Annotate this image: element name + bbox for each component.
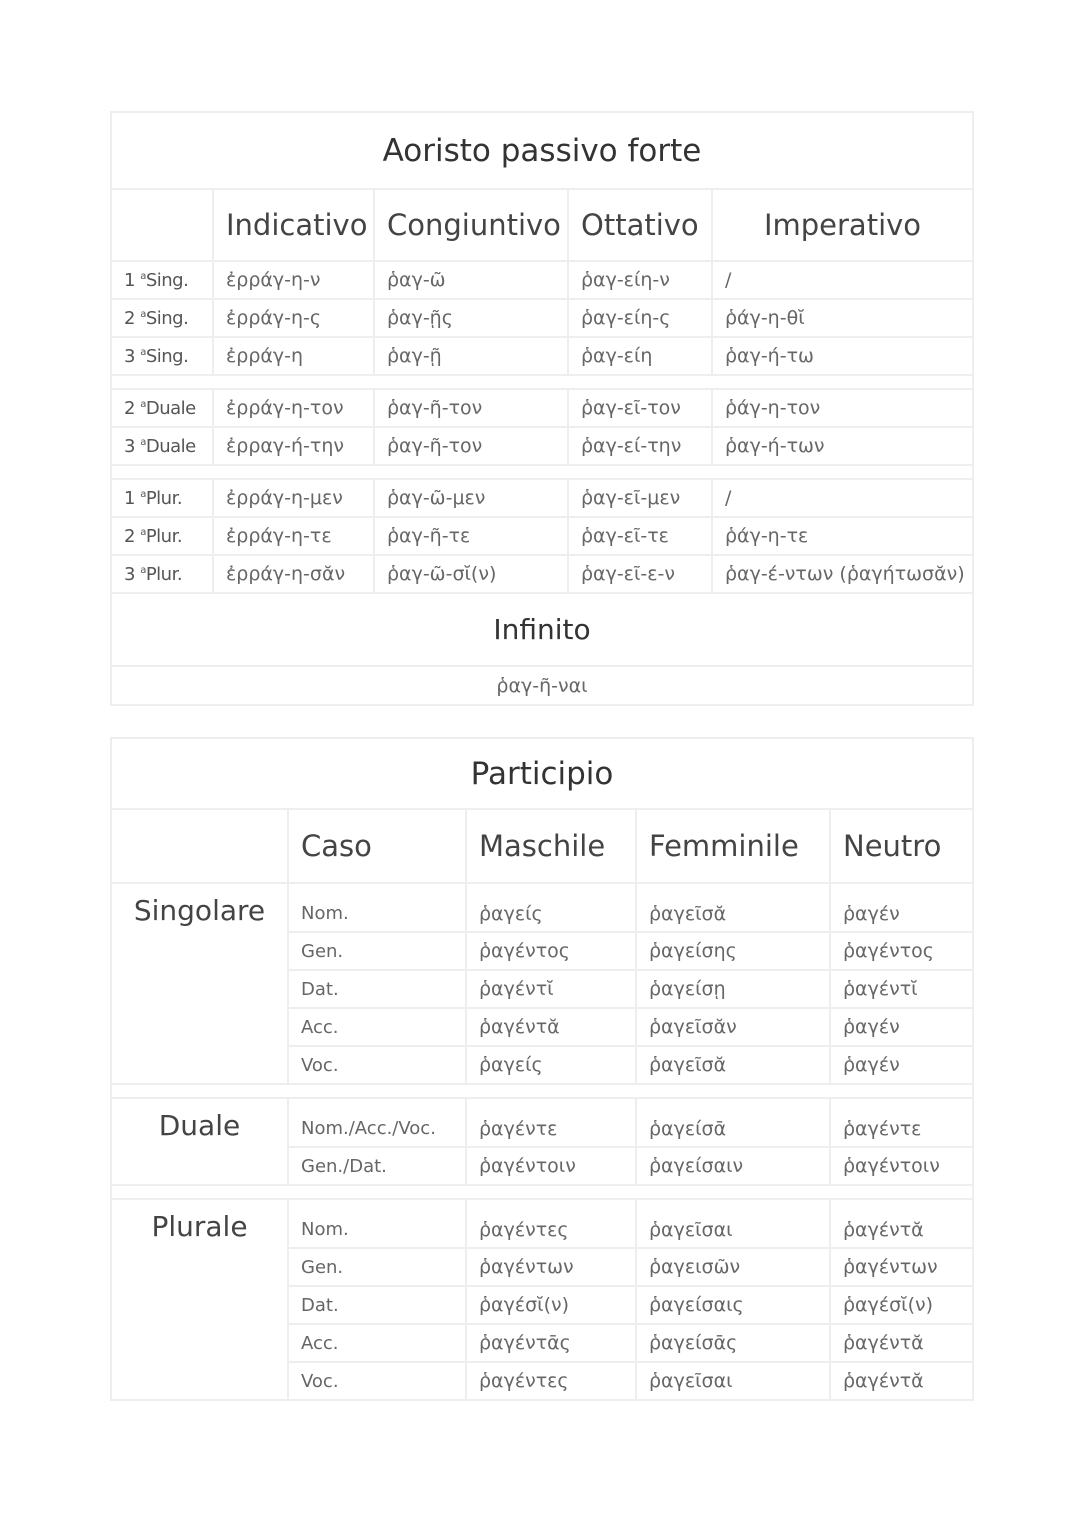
participle-form: ῥαγέντων [830, 1248, 973, 1286]
verb-form: ῥαγ-είη [568, 337, 712, 375]
participle-form: ῥαγέντοιν [830, 1147, 973, 1185]
column-header: Femminile [636, 809, 830, 883]
verb-form: ῥαγ-ή-των [712, 427, 973, 465]
participle-form: ῥαγείς [466, 883, 636, 932]
verb-form: ῥαγ-ῶ-μεν [374, 479, 568, 517]
person-label [111, 389, 213, 427]
spacer-cell [111, 465, 213, 479]
verb-form: ῥαγ-ῇς [374, 299, 568, 337]
participle-form: ῥαγέντες [466, 1199, 636, 1248]
verb-form: ῥαγ-ῶ [374, 261, 568, 299]
column-header: Caso [288, 809, 466, 883]
case-label: Nom. [288, 1199, 466, 1248]
verb-form: ἐρράγ-η-τε [213, 517, 374, 555]
case-label: Gen. [288, 932, 466, 970]
participle-table [110, 737, 974, 1401]
table-title: Aoristo passivo forte [111, 112, 973, 189]
person-label-text: Plur. [145, 525, 183, 547]
ordinal-mark: a [140, 526, 146, 538]
verb-form: ἐρράγ-η-σᾰν [213, 555, 374, 593]
participle-form: ῥαγέντος [830, 932, 973, 970]
table-row [111, 337, 973, 375]
table-row [111, 1098, 973, 1147]
table-row [111, 427, 973, 465]
participle-form: ῥαγεῖσαι [636, 1199, 830, 1248]
person-number: 3 [124, 563, 135, 585]
ordinal-mark: a [140, 398, 146, 410]
person-number: 3 [124, 345, 135, 367]
participle-form: ῥαγέντᾰ [830, 1324, 973, 1362]
person-number: 1 [124, 269, 135, 291]
column-header: Congiuntivo [374, 189, 568, 261]
participle-form: ῥαγέντοιν [466, 1147, 636, 1185]
person-number: 3 [124, 435, 135, 457]
verb-form: ῥαγ-ῶ-σῐ(ν) [374, 555, 568, 593]
participle-form: ῥαγεῖσᾰν [636, 1008, 830, 1046]
participle-form: ῥαγέντᾰ [830, 1199, 973, 1248]
column-header: Ottativo [568, 189, 712, 261]
participle-form: ῥαγεῖσᾰ [636, 1046, 830, 1084]
participle-form: ῥαγέντῐ [830, 970, 973, 1008]
case-label: Nom. [288, 883, 466, 932]
participle-form: ῥαγείσᾱ [636, 1098, 830, 1147]
person-label-text: Sing. [145, 307, 189, 329]
person-label-text: Sing. [145, 345, 189, 367]
participle-form: ῥαγέσῐ(ν) [830, 1286, 973, 1324]
spacer-cell [288, 1185, 466, 1199]
verb-form: ῥαγ-είη-ς [568, 299, 712, 337]
case-label: Acc. [288, 1324, 466, 1362]
spacer-cell [111, 1084, 288, 1098]
spacer-cell [374, 465, 568, 479]
person-label [111, 517, 213, 555]
participle-form: ῥαγεῖσᾰ [636, 883, 830, 932]
person-label [111, 299, 213, 337]
participle-form: ῥαγείσαιν [636, 1147, 830, 1185]
person-number: 2 [124, 307, 135, 329]
participle-form: ῥαγέντε [830, 1098, 973, 1147]
spacer-cell [568, 375, 712, 389]
participle-form: ῥαγέν [830, 1046, 973, 1084]
table-row [111, 517, 973, 555]
verb-form: / [712, 261, 973, 299]
number-label: Duale [111, 1098, 288, 1185]
participle-form: ῥαγέντῐ [466, 970, 636, 1008]
aorist-passive-conjugation-table [110, 111, 974, 706]
spacer-cell [568, 465, 712, 479]
verb-form: ἐρράγ-η [213, 337, 374, 375]
ordinal-mark: a [140, 564, 146, 576]
case-label: Voc. [288, 1362, 466, 1400]
verb-form: ἐρράγ-η-μεν [213, 479, 374, 517]
verb-form: ἐρράγ-η-τον [213, 389, 374, 427]
number-label: Plurale [111, 1199, 288, 1400]
verb-form: / [712, 479, 973, 517]
verb-form: ῥαγ-ῆ-τε [374, 517, 568, 555]
person-number: 1 [124, 487, 135, 509]
participle-form: ῥαγείσης [636, 932, 830, 970]
spacer-cell [636, 1185, 830, 1199]
person-number: 2 [124, 525, 135, 547]
column-header: Maschile [466, 809, 636, 883]
verb-form: ἐρραγ-ή-την [213, 427, 374, 465]
spacer-cell [712, 375, 973, 389]
table-row [111, 389, 973, 427]
spacer-cell [213, 465, 374, 479]
person-label [111, 479, 213, 517]
verb-form: ῥαγ-εῖ-τον [568, 389, 712, 427]
spacer-cell [111, 375, 213, 389]
verb-form: ῥάγ-η-τε [712, 517, 973, 555]
participle-form: ῥαγείσῃ [636, 970, 830, 1008]
spacer-cell [636, 1084, 830, 1098]
person-label [111, 555, 213, 593]
ordinal-mark: a [140, 346, 146, 358]
table-row [111, 555, 973, 593]
empty-header-cell [111, 809, 288, 883]
table-row [111, 1199, 973, 1248]
ordinal-mark: a [140, 308, 146, 320]
spacer-cell [712, 465, 973, 479]
verb-form: ῥαγ-εῖ-μεν [568, 479, 712, 517]
spacer-cell [466, 1084, 636, 1098]
verb-form: ῥαγ-εί-την [568, 427, 712, 465]
case-label: Gen. [288, 1248, 466, 1286]
verb-form: ῥαγ-εῖ-τε [568, 517, 712, 555]
participle-form: ῥαγείσᾱς [636, 1324, 830, 1362]
person-label-text: Duale [145, 397, 196, 419]
participle-form: ῥαγέντε [466, 1098, 636, 1147]
spacer-cell [830, 1084, 973, 1098]
participle-form: ῥαγεῖσαι [636, 1362, 830, 1400]
table-row [111, 261, 973, 299]
case-label: Gen./Dat. [288, 1147, 466, 1185]
spacer-cell [466, 1185, 636, 1199]
participle-form: ῥαγέντος [466, 932, 636, 970]
spacer-cell [830, 1185, 973, 1199]
participle-form: ῥαγείς [466, 1046, 636, 1084]
verb-form: ῥαγ-ή-τω [712, 337, 973, 375]
verb-form: ῥάγ-η-τον [712, 389, 973, 427]
table-row [111, 299, 973, 337]
verb-form: ῥάγ-η-θῐ [712, 299, 973, 337]
person-label-text: Plur. [145, 487, 183, 509]
participle-form: ῥαγέντᾰ [466, 1008, 636, 1046]
verb-form: ῥαγ-εῖ-ε-ν [568, 555, 712, 593]
infinitive-form: ῥαγ-ῆ-ναι [111, 666, 973, 705]
verb-form: ῥαγ-ῆ-τον [374, 427, 568, 465]
column-header: Imperativo [712, 189, 973, 261]
case-label: Dat. [288, 970, 466, 1008]
empty-header-cell [111, 189, 213, 261]
participle-form: ῥαγέσῐ(ν) [466, 1286, 636, 1324]
participle-form: ῥαγέντες [466, 1362, 636, 1400]
spacer-cell [288, 1084, 466, 1098]
ordinal-mark: a [140, 488, 146, 500]
ordinal-mark: a [140, 436, 146, 448]
case-label: Nom./Acc./Voc. [288, 1098, 466, 1147]
number-label: Singolare [111, 883, 288, 1084]
spacer-cell [213, 375, 374, 389]
participle-form: ῥαγεισῶν [636, 1248, 830, 1286]
person-label [111, 337, 213, 375]
table-row [111, 479, 973, 517]
verb-form: ῥαγ-έ-ντων (ῥαγήτωσᾰν) [712, 555, 973, 593]
person-label [111, 261, 213, 299]
case-label: Acc. [288, 1008, 466, 1046]
verb-form: ῥαγ-είη-ν [568, 261, 712, 299]
table-title: Participio [111, 738, 973, 809]
verb-form: ῥαγ-ῆ-τον [374, 389, 568, 427]
person-label [111, 427, 213, 465]
case-label: Voc. [288, 1046, 466, 1084]
participle-form: ῥαγείσαις [636, 1286, 830, 1324]
participle-form: ῥαγέντᾱς [466, 1324, 636, 1362]
verb-form: ἐρράγ-η-ς [213, 299, 374, 337]
table-row [111, 883, 973, 932]
participle-form: ῥαγέν [830, 883, 973, 932]
case-label: Dat. [288, 1286, 466, 1324]
column-header: Indicativo [213, 189, 374, 261]
ordinal-mark: a [140, 270, 146, 282]
person-label-text: Duale [145, 435, 196, 457]
participle-form: ῥαγέντων [466, 1248, 636, 1286]
person-label-text: Sing. [145, 269, 189, 291]
verb-form: ἐρράγ-η-ν [213, 261, 374, 299]
spacer-cell [374, 375, 568, 389]
spacer-cell [111, 1185, 288, 1199]
person-number: 2 [124, 397, 135, 419]
column-header: Neutro [830, 809, 973, 883]
verb-form: ῥαγ-ῇ [374, 337, 568, 375]
person-label-text: Plur. [145, 563, 183, 585]
participle-form: ῥαγέν [830, 1008, 973, 1046]
infinitive-title: Infinito [111, 593, 973, 666]
participle-form: ῥαγέντᾰ [830, 1362, 973, 1400]
